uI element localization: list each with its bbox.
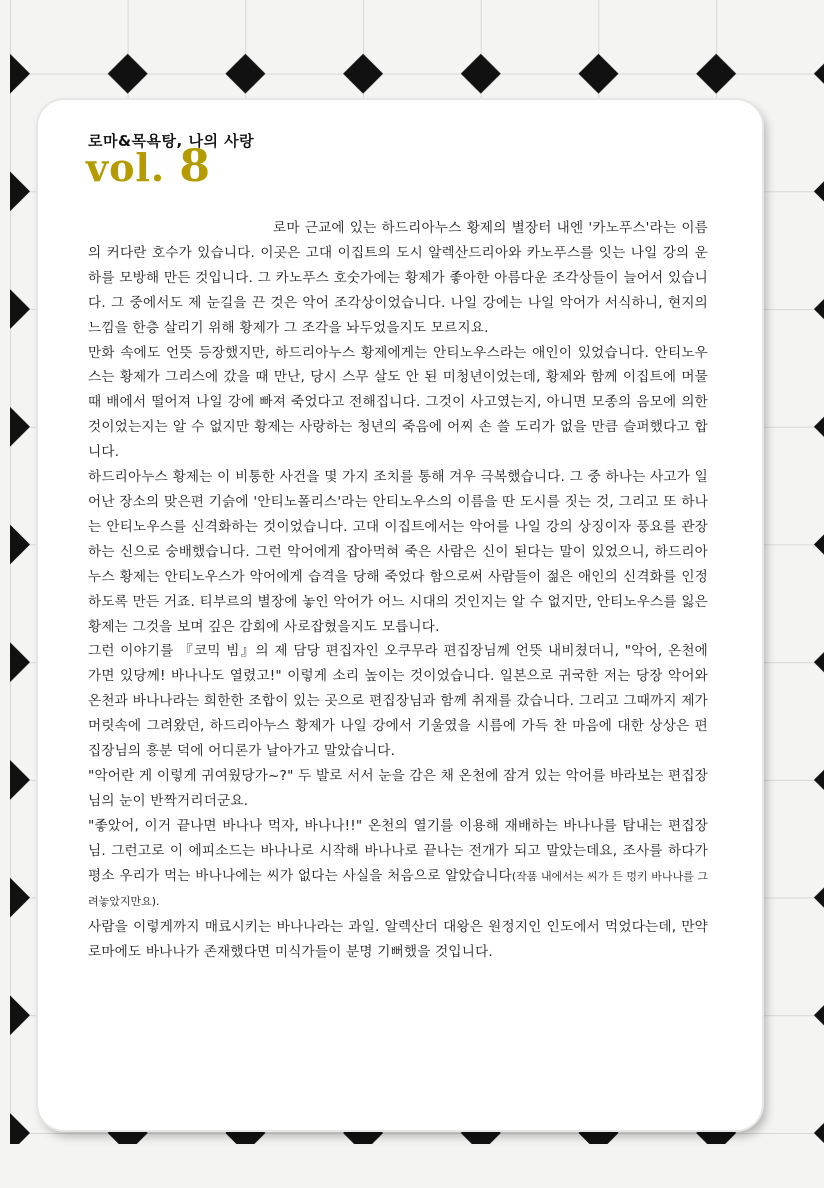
article-paragraph: 하드리아누스 황제는 이 비통한 사건을 몇 가지 조치를 통해 겨우 극복했습니다. 그 중 하나는 사고가 일어난 장소의 맞은편 기슭에 '안티노폴리스'라는 안티노우스의 이름을 딴 도시를 짓는 것, 그리고 또 하나는 안티노우스를 신격화하는 것이었습니다. 고대 이집트에서는 악어를 나일 강의 상징이자 풍요를 관장하는 신으로 숭배했습니다. 그런 악어에게 잡아먹혀 죽은 사람은 신이 된다는 말이 있었으니, 하드리아누스 황제는 안티노우스가 악어에게 습격을 당해 죽었다 함으로써 사람들이 젊은 애인의 신격화를 인정하도록 만든 거죠. 티부르의 별장에 놓인 악어가 어느 시대의 것인지는 알 수 없지만, 안티노우스를 잃은 황제는 그것을 보며 깊은 감회에 사로잡혔을지도 모릅니다. [88,469,708,635]
article-paragraph: 사람을 이렇게까지 매료시키는 바나나라는 과일. 알렉산더 대왕은 원정지인 인도에서 먹었다는데, 만약 로마에도 바나나가 존재했다면 미식가들이 분명 기뻐했을 것입니다. [88,919,708,961]
banana-paragraph-note: (작품 내에서는 씨가 든 멍키 바나나를 그려놓았지만요). [88,869,708,909]
article-paragraph: "악어란 게 이렇게 귀여웠당가~?" 두 발로 서서 눈을 감은 채 온천에 잠겨 있는 악어를 바라보는 편집장님의 눈이 반짝거리더군요. [88,767,708,809]
article-paragraph: 그런 이야기를 『코믹 빔』의 제 담당 편집자인 오쿠무라 편집장님께 언뜻 내비쳤더니, "악어, 온천에 가면 있당께! 바나나도 열렸고!" 이렇게 소리 높이는 것이었습니다. 일본으로 귀국한 저는 당장 악어와 온천과 바나나라는 희한한 조합이 있는 곳으로 편집장님과 함께 취재를 갔습니다. 그리고 그때까지 제가 머릿속에 그려왔던, 하드리아누스 황제가 나일 강에서 기울였을 시름에 가득 찬 마음에 대한 상상은 편집장님의 흥분 덕에 어디론가 날아가고 말았습니다. [88,643,708,760]
article-paragraph: 만화 속에도 언뜻 등장했지만, 하드리아누스 황제에게는 안티노우스라는 애인이 있었습니다. 안티노우스는 황제가 그리스에 갔을 때 만난, 당시 스무 살도 안 된 미청년이었는데, 황제와 함께 이집트에 머물 때 배에서 떨어져 나일 강에 빠져 죽었다고 전해집니다. 그것이 사고였는지, 아니면 모종의 음모에 의한 것이었는지는 알 수 없지만 황제는 사랑하는 청년의 죽음에 어찌 손 쓸 도리가 없을 만큼 슬퍼했다고 합니다. [88,344,708,461]
banana-paragraph-text: "좋았어, 이거 끝나면 바나나 먹자, 바나나!!" 온천의 열기를 이용해 재배하는 바나나를 탐내는 편집장님. 그런고로 이 에피소드는 바나나로 시작해 바나나로 끝나는 전개가 되고 말았는데요, 조사를 하다가 평소 우리가 먹는 바나나에는 씨가 없다는 사실을 처음으로 알았습니다 [88,817,708,884]
volume-prefix: vol. [86,145,166,190]
volume-heading [86,143,211,192]
article-body [88,216,708,965]
article-paragraph: 로마 근교에 있는 하드리아누스 황제의 별장터 내엔 '카노푸스'라는 이름의 커다란 호수가 있습니다. 이곳은 고대 이집트의 도시 알렉산드리아와 카노푸스를 잇는 나일 강의 운하를 모방해 만든 것입니다. 그 카노푸스 호숫가에는 황제가 좋아한 아름다운 조각상들이 늘어서 있습니다. 그 중에서도 제 눈길을 끈 것은 악어 조각상이었습니다. 나일 강에는 나일 악어가 서식하니, 현지의 느낌을 한층 살리기 위해 황제가 그 조각을 놔두었을지도 모르지요. [88,220,708,336]
volume-number: 8 [179,141,211,192]
article-paragraph [88,814,708,916]
series-subtitle: 로마&목욕탕, 나의 사랑 [88,132,255,150]
